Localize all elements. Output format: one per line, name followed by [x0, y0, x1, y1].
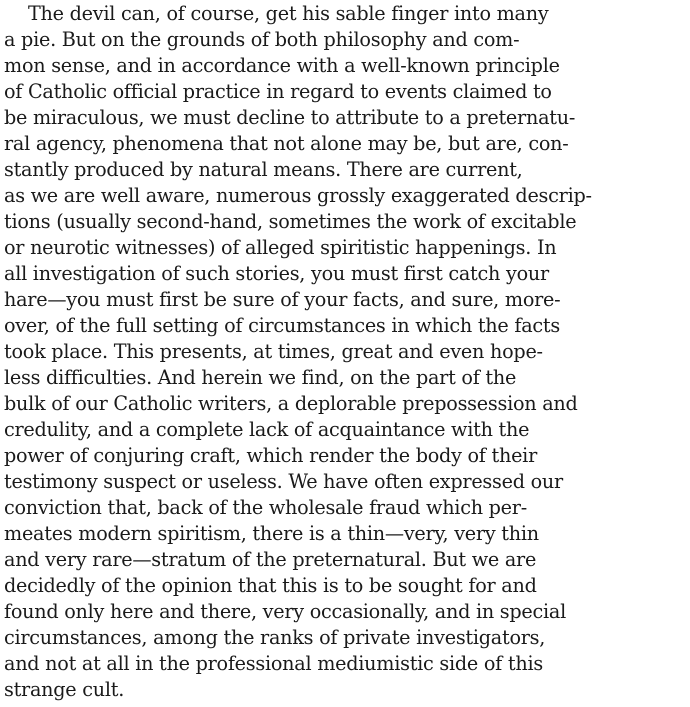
text-line-4: of Catholic official practice in regard to events claimed to — [4, 80, 552, 103]
text-line-8: as we are well aware, numerous grossly exaggerated descrip- — [4, 184, 592, 207]
text-line-26: and not at all in the professional mediumistic side of this — [4, 652, 543, 675]
text-line-24: found only here and there, very occasionally, and in special — [4, 600, 567, 623]
text-line-11: all investigation of such stories, you must first catch your — [4, 262, 549, 285]
text-line-19: testimony suspect or useless. We have often expressed our — [4, 470, 563, 493]
document-page — [4, 0, 690, 707]
text-line-25: circumstances, among the ranks of private investigators, — [4, 626, 546, 649]
text-line-21: meates modern spiritism, there is a thin—very, very thin — [4, 522, 539, 545]
text-line-14: took place. This presents, at times, great and even hope- — [4, 340, 543, 363]
text-line-6: ral agency, phenomena that not alone may be, but are, con- — [4, 132, 569, 155]
text-line-7: stantly produced by natural means. There are current, — [4, 158, 523, 181]
text-line-9: tions (usually second-hand, sometimes the work of excitable — [4, 210, 577, 233]
text-line-20: conviction that, back of the wholesale fraud which per- — [4, 496, 527, 519]
text-line-5: be miraculous, we must decline to attribute to a preternatu- — [4, 106, 576, 129]
text-line-23: decidedly of the opinion that this is to be sought for and — [4, 574, 537, 597]
text-line-3: mon sense, and in accordance with a well-known principle — [4, 54, 560, 77]
text-line-12: hare—you must first be sure of your facts, and sure, more- — [4, 288, 561, 311]
text-line-27: strange cult. — [4, 678, 125, 701]
text-line-1: The devil can, of course, get his sable finger into many — [28, 2, 549, 25]
text-line-15: less difficulties. And herein we find, on the part of the — [4, 366, 517, 389]
text-line-18: power of conjuring craft, which render the body of their — [4, 444, 537, 467]
text-line-22: and very rare—stratum of the preternatural. But we are — [4, 548, 537, 571]
text-line-13: over, of the full setting of circumstances in which the facts — [4, 314, 560, 337]
text-line-2: a pie. But on the grounds of both philosophy and com- — [4, 28, 520, 51]
text-line-10: or neurotic witnesses) of alleged spiritistic happenings. In — [4, 236, 557, 259]
text-line-16: bulk of our Catholic writers, a deplorable prepossession and — [4, 392, 578, 415]
text-line-17: credulity, and a complete lack of acquaintance with the — [4, 418, 530, 441]
